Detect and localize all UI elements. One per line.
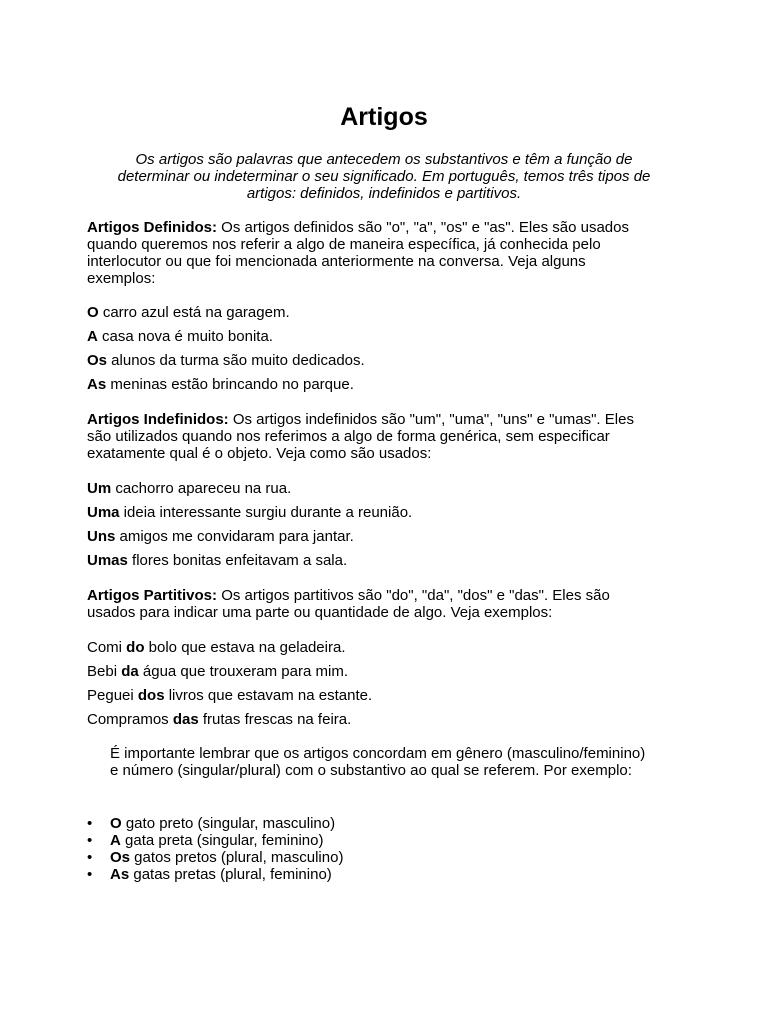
indefinidos-heading: Artigos Indefinidos: — [87, 411, 229, 428]
definidos-paragraph — [87, 219, 657, 287]
example-before: Peguei — [87, 687, 138, 704]
example-article: Uns — [87, 528, 116, 545]
example-article: O — [87, 304, 99, 321]
example-after: ideia interessante surgiu durante a reunião. — [119, 504, 413, 521]
indefinidos-example — [87, 528, 657, 545]
example-after: carro azul está na garagem. — [98, 304, 290, 321]
definidos-heading: Artigos Definidos: — [87, 219, 217, 236]
list-item-text: gatas pretas (plural, feminino) — [129, 866, 332, 883]
partitivos-example — [87, 639, 657, 656]
example-before: Compramos — [87, 711, 173, 728]
page-title: Artigos — [340, 103, 428, 131]
example-article: Umas — [87, 552, 128, 569]
agreement-note: É importante lembrar que os artigos concordam em gênero (masculino/feminino) e número (singular/plural) com o substantivo ao qual se referem. Por exemplo: — [110, 745, 646, 779]
definidos-example — [87, 328, 657, 345]
partitivos-paragraph — [87, 587, 657, 621]
list-item — [87, 849, 343, 866]
example-after: cachorro apareceu na rua. — [111, 480, 292, 497]
example-article: do — [126, 639, 145, 656]
list-item-text: gato preto (singular, masculino) — [121, 815, 336, 832]
example-article: A — [87, 328, 98, 345]
indefinidos-text: Os artigos indefinidos são "um", "uma", "uns" e "umas". Eles são utilizados quando nos referimos a algo de forma genérica, sem especificar exatamente qual é o objeto. Veja como são usados: — [87, 411, 634, 462]
definidos-text: Os artigos definidos são "o", "a", "os" e "as". Eles são usados quando queremos nos referir a algo de maneira específica, já conhecida pelo interlocutor ou que foi mencionada anteriormente na conversa. Veja alguns exemplos: — [87, 219, 629, 287]
example-after: flores bonitas enfeitavam a sala. — [127, 552, 348, 569]
example-after: alunos da turma são muito dedicados. — [107, 352, 365, 369]
example-article: Uma — [87, 504, 120, 521]
example-article: Um — [87, 480, 112, 497]
example-before: Bebi — [87, 663, 122, 680]
intro-paragraph: Os artigos são palavras que antecedem os substantivos e têm a função de determinar ou indeterminar o seu significado. Em português, temos três tipos de artigos: definidos, indefinidos e partitivos. — [117, 151, 651, 202]
definidos-example — [87, 352, 657, 369]
indefinidos-example — [87, 504, 657, 521]
example-before: Comi — [87, 639, 127, 656]
indefinidos-example — [87, 552, 657, 569]
example-after: água que trouxeram para mim. — [138, 663, 348, 680]
list-item — [87, 832, 343, 849]
list-item-article: O — [110, 815, 122, 832]
bullet-icon: • — [87, 815, 93, 832]
example-article: da — [121, 663, 139, 680]
list-item-article: Os — [110, 849, 131, 866]
partitivos-heading: Artigos Partitivos: — [87, 587, 218, 604]
bullet-icon: • — [87, 832, 93, 849]
definidos-example — [87, 304, 657, 321]
example-after: frutas frescas na feira. — [198, 711, 352, 728]
partitivos-example — [87, 663, 657, 680]
example-article: dos — [137, 687, 165, 704]
partitivos-text: Os artigos partitivos são "do", "da", "dos" e "das". Eles são usados para indicar uma parte ou quantidade de algo. Veja exemplos: — [87, 587, 610, 621]
list-item — [87, 866, 343, 883]
example-after: casa nova é muito bonita. — [97, 328, 273, 345]
bullet-icon: • — [87, 866, 93, 883]
list-item — [87, 815, 343, 832]
list-item-article: A — [110, 832, 121, 849]
example-after: meninas estão brincando no parque. — [106, 376, 354, 393]
bullet-icon: • — [87, 849, 93, 866]
partitivos-example — [87, 711, 657, 728]
indefinidos-paragraph — [87, 411, 657, 462]
example-article: das — [172, 711, 199, 728]
list-item-article: As — [110, 866, 130, 883]
definidos-example — [87, 376, 657, 393]
example-after: bolo que estava na geladeira. — [144, 639, 346, 656]
partitivos-example — [87, 687, 657, 704]
example-after: amigos me convidaram para jantar. — [115, 528, 354, 545]
list-item-text: gatos pretos (plural, masculino) — [130, 849, 344, 866]
agreement-examples-list — [87, 815, 343, 883]
example-article: Os — [87, 352, 108, 369]
list-item-text: gata preta (singular, feminino) — [120, 832, 324, 849]
example-article: As — [87, 376, 107, 393]
example-after: livros que estavam na estante. — [164, 687, 373, 704]
indefinidos-example — [87, 480, 657, 497]
